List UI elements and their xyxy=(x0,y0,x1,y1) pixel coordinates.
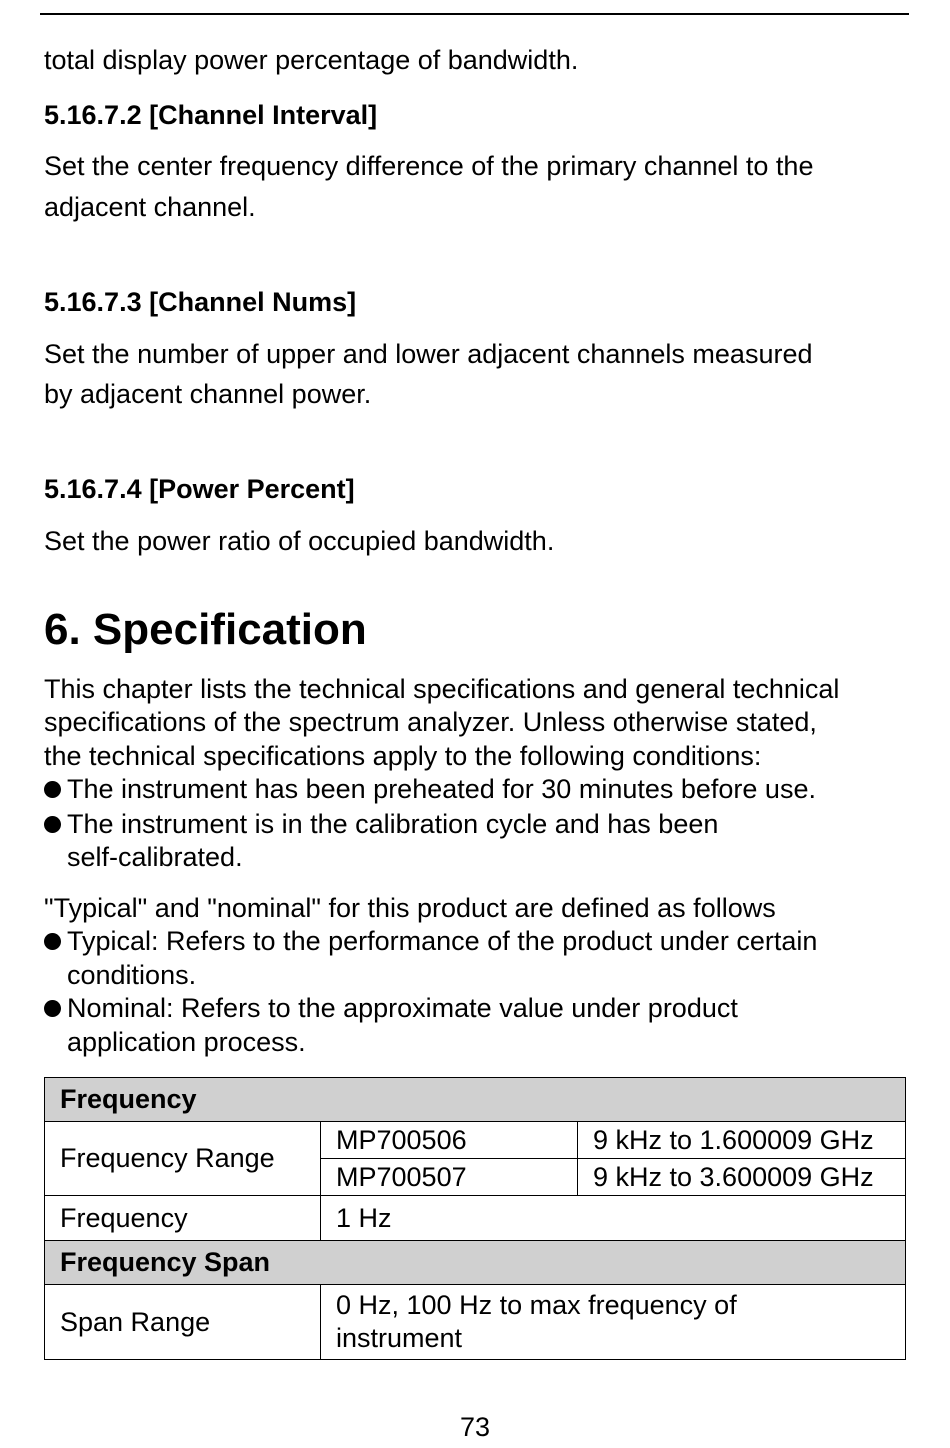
chapter-intro-line: This chapter lists the technical specifications and general technical xyxy=(44,674,840,704)
conditions-list xyxy=(44,773,816,875)
table-section-header xyxy=(45,1078,906,1122)
table-section-header xyxy=(45,1241,906,1285)
page-number: 73 xyxy=(459,1412,491,1442)
list-item xyxy=(44,808,816,875)
section-body-line: Set the center frequency difference of the primary channel to the xyxy=(44,151,814,181)
chapter-intro-line: specifications of the spectrum analyzer. Unless otherwise stated, xyxy=(44,707,817,737)
section-body-line: by adjacent channel power. xyxy=(44,379,372,409)
chapter-title: 6. Specification xyxy=(44,605,367,654)
section-body-line: Set the number of upper and lower adjacent channels measured xyxy=(44,339,813,369)
span-range-value-line: instrument xyxy=(336,1323,463,1353)
frequency-value: 1 Hz xyxy=(321,1196,906,1241)
top-rule xyxy=(40,13,909,15)
range-cell: 9 kHz to 3.600009 GHz xyxy=(578,1159,906,1196)
frequency-span-header: Frequency Span xyxy=(45,1241,906,1285)
list-item xyxy=(44,773,816,807)
bullet-icon xyxy=(44,933,61,950)
section-heading-channel-nums: 5.16.7.3 [Channel Nums] xyxy=(44,287,357,317)
list-item-text: Typical: Refers to the performance of the product under certain xyxy=(67,926,818,956)
list-item-text: The instrument is in the calibration cycle and has been xyxy=(67,808,719,839)
spec-table xyxy=(44,1077,906,1360)
bullet-icon xyxy=(44,1000,61,1017)
section-heading-channel-interval: 5.16.7.2 [Channel Interval] xyxy=(44,100,378,130)
list-item-text: Nominal: Refers to the approximate value under product xyxy=(67,993,738,1023)
list-item xyxy=(44,925,817,992)
section-body-line: adjacent channel. xyxy=(44,192,256,222)
model-cell: MP700507 xyxy=(321,1159,578,1196)
table-row xyxy=(45,1122,906,1159)
span-range-value xyxy=(321,1285,906,1360)
model-cell: MP700506 xyxy=(321,1122,578,1159)
list-item-text: conditions. xyxy=(67,959,197,990)
table-row xyxy=(45,1285,906,1360)
list-item-text: application process. xyxy=(67,1026,306,1057)
frequency-range-label: Frequency Range xyxy=(45,1122,321,1196)
definitions-intro: "Typical" and "nominal" for this product are defined as follows xyxy=(44,893,776,923)
span-range-value-line: 0 Hz, 100 Hz to max frequency of xyxy=(336,1290,737,1320)
section-heading-power-percent: 5.16.7.4 [Power Percent] xyxy=(44,474,355,504)
span-range-label: Span Range xyxy=(45,1285,321,1360)
chapter-intro-line: the technical specifications apply to the following conditions: xyxy=(44,741,762,771)
bullet-icon xyxy=(44,781,61,798)
list-item-text: self-calibrated. xyxy=(67,842,243,872)
definitions-list xyxy=(44,925,817,1059)
frequency-header: Frequency xyxy=(45,1078,906,1122)
bullet-icon xyxy=(44,816,61,833)
section-body-line: Set the power ratio of occupied bandwidth. xyxy=(44,526,555,556)
continuation-text: total display power percentage of bandwidth. xyxy=(44,45,579,75)
frequency-label: Frequency xyxy=(45,1196,321,1241)
list-item-text: The instrument has been preheated for 30 minutes before use. xyxy=(67,774,816,804)
range-cell: 9 kHz to 1.600009 GHz xyxy=(578,1122,906,1159)
table-row xyxy=(45,1196,906,1241)
list-item xyxy=(44,992,817,1059)
